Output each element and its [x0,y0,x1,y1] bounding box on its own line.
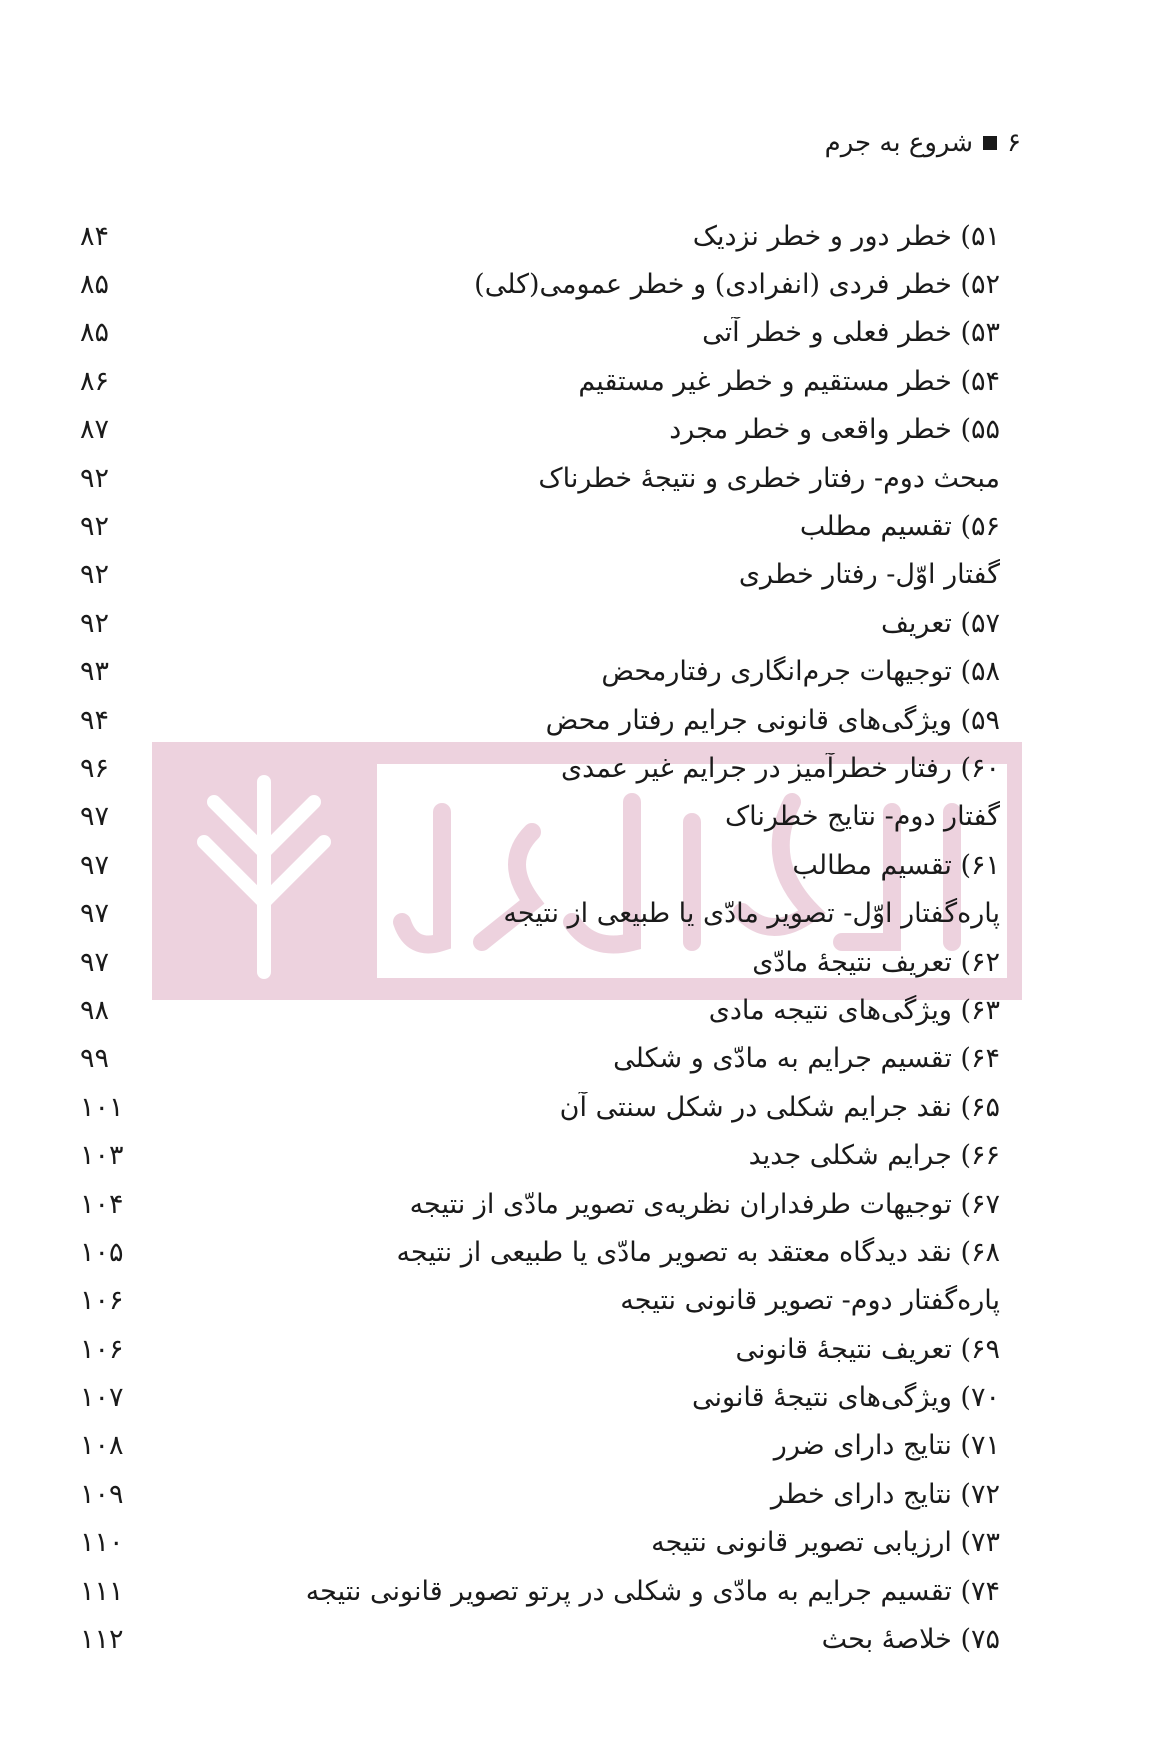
toc-page-number: ۱۰۶ [80,1285,124,1317]
toc-entry-title: ۵۵) خطر واقعی و خطر مجرد [669,414,1000,446]
toc-entry [80,1615,1000,1663]
toc-entry [80,212,1000,260]
toc-page-number: ۹۴ [80,704,110,736]
toc-page-number: ۱۰۳ [80,1140,124,1172]
toc-entry [80,1567,1000,1615]
toc-entry [80,889,1000,937]
toc-entry-title: ۶۳) ویژگی‌های نتیجه مادی [708,994,1000,1026]
toc-page-number: ۹۸ [80,994,110,1026]
toc-entry-title: ۶۱) تقسیم مطالب [792,849,1000,881]
toc-page-number: ۱۰۵ [80,1236,124,1268]
toc-entry-title: ۵۹) ویژگی‌های قانونی جرایم رفتار محض [545,704,1000,736]
toc-entry-title: ۷۵) خلاصهٔ بحث [821,1624,1000,1656]
toc-entry [80,599,1000,647]
toc-entry [80,1035,1000,1083]
toc-entry [80,1422,1000,1470]
square-bullet-icon [983,136,997,150]
toc-page-number: ۹۲ [80,607,110,639]
toc-entry-title: گفتار دوم- نتایج خطرناک [724,801,1000,833]
toc-entry-title: ۵۷) تعریف [880,607,1000,639]
toc-page-number: ۹۳ [80,656,110,688]
toc-entry [80,260,1000,308]
toc-page-number: ۹۷ [80,946,110,978]
toc-entry-title: ۷۱) نتایج دارای ضرر [773,1430,1000,1462]
toc-entry-title: ۷۳) ارزیابی تصویر قانونی نتیجه [651,1527,1000,1559]
header-page-number: ۶ [1007,128,1021,158]
toc-entry-title: ۶۷) توجیهات طرفداران نظریه‌ی تصویر مادّی از نتیجه [409,1188,1000,1220]
toc-entry-title: ۶۵) نقد جرایم شکلی در شکل سنتی آن [559,1091,1000,1123]
toc-entry-title: ۷۲) نتایج دارای خطر [770,1478,1000,1510]
toc-page-number: ۹۹ [80,1043,110,1075]
toc-entry [80,357,1000,405]
toc-entry [80,1180,1000,1228]
toc-entry [80,1325,1000,1373]
toc-entry-title: ۶۹) تعریف نتیجهٔ قانونی [735,1333,1000,1365]
toc-entry-title: ۵۱) خطر دور و خطر نزدیک [692,220,1000,252]
toc-page-number: ۱۱۲ [80,1624,124,1656]
toc-entry [80,986,1000,1034]
toc-entry [80,406,1000,454]
toc-page-number: ۱۰۶ [80,1333,124,1365]
toc-entry-title: ۵۴) خطر مستقیم و خطر غیر مستقیم [578,365,1000,397]
toc-page-number: ۹۲ [80,511,110,543]
toc-entry [80,648,1000,696]
toc-page-number: ۸۴ [80,220,110,252]
toc-entry-title: ۵۲) خطر فردی (انفرادی) و خطر عمومی(کلی) [474,269,1000,301]
toc-entry-title: ۶۲) تعریف نتیجهٔ مادّی [752,946,1000,978]
toc-entry-title: ۶۸) نقد دیدگاه معتقد به تصویر مادّی یا طبیعی از نتیجه [396,1236,1000,1268]
toc-entry-title: ۶۴) تقسیم جرایم به مادّی و شکلی [613,1043,1000,1075]
toc-entry-title: ۵۳) خطر فعلی و خطر آتی [702,317,1000,349]
toc-entry [80,1083,1000,1131]
toc-entry [80,744,1000,792]
toc-page-number: ۹۶ [80,752,110,784]
toc-entry-title: پاره‌گفتار اوّل- تصویر مادّی یا طبیعی از نتیجه [503,898,1000,930]
toc-page-number: ۹۷ [80,801,110,833]
toc-entry-title: مبحث دوم- رفتار خطری و نتیجهٔ خطرناک [538,462,1000,494]
toc-page-number: ۱۰۸ [80,1430,124,1462]
toc-entry-title: پاره‌گفتار دوم- تصویر قانونی نتیجه [620,1285,1000,1317]
toc-page-number: ۸۵ [80,317,110,349]
toc-page-number: ۹۷ [80,849,110,881]
running-header [825,128,1021,158]
toc-page-number: ۸۶ [80,365,110,397]
toc-page-number: ۹۷ [80,898,110,930]
toc-page-number: ۱۱۰ [80,1527,124,1559]
toc-entry [80,793,1000,841]
toc-entry-title: ۵۶) تقسیم مطلب [799,511,1000,543]
toc-entry [80,1373,1000,1421]
toc-entry [80,1131,1000,1179]
toc-entry [80,1519,1000,1567]
toc-entry [80,841,1000,889]
toc-entry [80,1277,1000,1325]
toc-page-number: ۹۲ [80,559,110,591]
toc-entry-title: گفتار اوّل- رفتار خطری [738,559,1000,591]
toc-entry [80,309,1000,357]
table-of-contents [80,212,1000,1664]
toc-entry [80,938,1000,986]
toc-entry-title: ۷۰) ویژگی‌های نتیجهٔ قانونی [691,1382,1000,1414]
toc-page-number: ۱۰۹ [80,1478,124,1510]
toc-entry [80,551,1000,599]
toc-page-number: ۱۰۷ [80,1382,124,1414]
toc-entry-title: ۵۸) توجیهات جرم‌انگاری رفتارمحض [601,656,1000,688]
toc-entry-title: ۶۶) جرایم شکلی جدید [748,1140,1000,1172]
toc-page-number: ۱۱۱ [80,1575,124,1607]
toc-entry-title: ۶۰) رفتار خطرآمیز در جرایم غیر عمدی [561,752,1000,784]
header-title: شروع به جرم [824,128,974,158]
toc-entry [80,696,1000,744]
toc-entry [80,1470,1000,1518]
toc-page-number: ۱۰۴ [80,1188,124,1220]
toc-page-number: ۸۵ [80,269,110,301]
toc-page-number: ۱۰۱ [80,1091,124,1123]
toc-page-number: ۸۷ [80,414,110,446]
toc-entry-title: ۷۴) تقسیم جرایم به مادّی و شکلی در پرتو تصویر قانونی نتیجه [305,1575,1000,1607]
toc-entry [80,454,1000,502]
toc-entry [80,502,1000,550]
toc-entry [80,1228,1000,1276]
toc-page-number: ۹۲ [80,462,110,494]
